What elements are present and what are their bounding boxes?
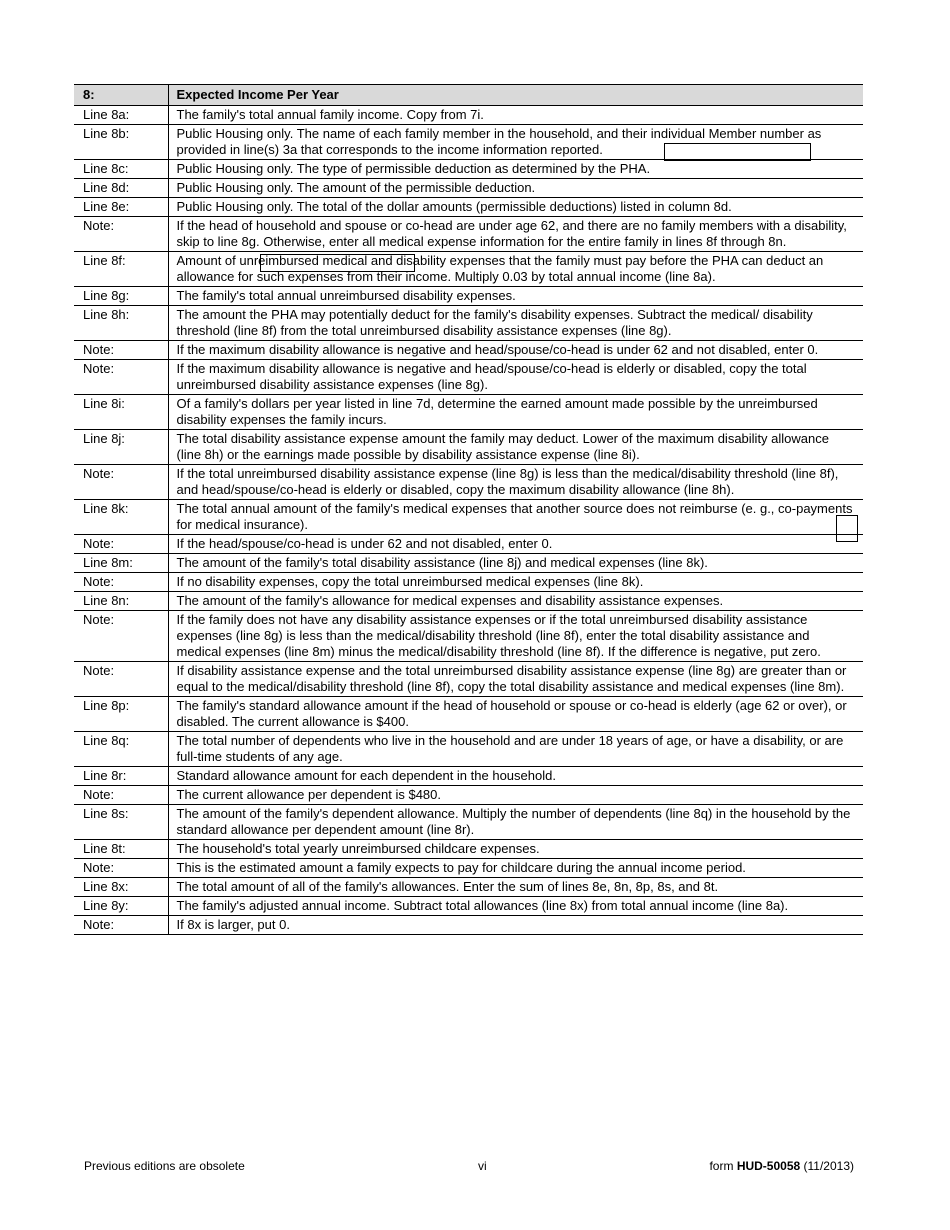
row-description: The total amount of all of the family's allowances. Enter the sum of lines 8e, 8n, 8p, 8s, and 8t. xyxy=(168,878,863,897)
table-row xyxy=(74,360,863,395)
row-label: Line 8f: xyxy=(74,252,168,287)
table-row xyxy=(74,395,863,430)
table-row xyxy=(74,554,863,573)
row-label: Line 8q: xyxy=(74,732,168,767)
table-row xyxy=(74,662,863,697)
row-description: The amount the PHA may potentially deduct for the family's disability expenses. Subtract the medical/ disability threshold (line 8f) from the total unreimbursed disability assistance expenses (line 8g). xyxy=(168,306,863,341)
row-description: If no disability expenses, copy the total unreimbursed medical expenses (line 8k). xyxy=(168,573,863,592)
row-description: If the maximum disability allowance is negative and head/spouse/co-head is elderly or disabled, copy the total unreimbursed disability assistance expenses (line 8g). xyxy=(168,360,863,395)
table-row xyxy=(74,179,863,198)
table-row xyxy=(74,500,863,535)
row-label: Line 8y: xyxy=(74,897,168,916)
table-row xyxy=(74,732,863,767)
table-row xyxy=(74,767,863,786)
table-row xyxy=(74,217,863,252)
table-row xyxy=(74,306,863,341)
row-description: If 8x is larger, put 0. xyxy=(168,916,863,935)
row-label: Line 8h: xyxy=(74,306,168,341)
row-label: Note: xyxy=(74,465,168,500)
row-label: Line 8r: xyxy=(74,767,168,786)
row-description: The current allowance per dependent is $480. xyxy=(168,786,863,805)
table-row xyxy=(74,287,863,306)
instructions-body xyxy=(74,85,863,935)
table-row xyxy=(74,859,863,878)
row-description: The family's total annual unreimbursed disability expenses. xyxy=(168,287,863,306)
row-description: The family's total annual family income. Copy from 7i. xyxy=(168,106,863,125)
row-description: If disability assistance expense and the total unreimbursed disability assistance expense (line 8g) are greater than or equal to the medical/disability threshold (line 8f), copy the total disability assistance and medical expenses (line 8m). xyxy=(168,662,863,697)
table-row xyxy=(74,573,863,592)
row-description: If the family does not have any disability assistance expenses or if the total unreimbursed disability assistance expenses (line 8g) is less than the medical/disability threshold (line 8f), enter the total disability assistance and medical expenses (line 8m) minus the medical/disability threshold (line 8f). If the difference is negative, put zero. xyxy=(168,611,863,662)
footer-form-prefix: form xyxy=(709,1159,737,1173)
table-row xyxy=(74,805,863,840)
table-row xyxy=(74,916,863,935)
table-row xyxy=(74,697,863,732)
row-label: Line 8s: xyxy=(74,805,168,840)
row-description: The household's total yearly unreimbursed childcare expenses. xyxy=(168,840,863,859)
row-label: Note: xyxy=(74,786,168,805)
row-label: Note: xyxy=(74,535,168,554)
row-label: Line 8m: xyxy=(74,554,168,573)
section-header-row xyxy=(74,85,863,106)
footer-page-number: vi xyxy=(478,1159,487,1173)
table-row xyxy=(74,341,863,360)
footer-form-id xyxy=(709,1159,854,1173)
row-label: Line 8p: xyxy=(74,697,168,732)
row-label: Line 8i: xyxy=(74,395,168,430)
row-description: The total number of dependents who live in the household and are under 18 years of age, or have a disability, or are full-time students of any age. xyxy=(168,732,863,767)
row-label: Line 8e: xyxy=(74,198,168,217)
row-description: Of a family's dollars per year listed in line 7d, determine the earned amount made possible by the unreimbursed disability expenses the family incurs. xyxy=(168,395,863,430)
table-row xyxy=(74,897,863,916)
table-row xyxy=(74,840,863,859)
row-description: The family's standard allowance amount if the head of household or spouse or co-head is elderly (age 62 or over), or disabled. The current allowance is $400. xyxy=(168,697,863,732)
row-description: This is the estimated amount a family expects to pay for childcare during the annual income period. xyxy=(168,859,863,878)
row-label: Note: xyxy=(74,859,168,878)
row-label: Note: xyxy=(74,916,168,935)
section-number: 8: xyxy=(74,85,168,106)
threshold-checkbox[interactable] xyxy=(836,515,858,542)
row-label: Line 8b: xyxy=(74,125,168,160)
row-label: Line 8x: xyxy=(74,878,168,897)
row-description: The family's adjusted annual income. Subtract total allowances (line 8x) from total annual income (line 8a). xyxy=(168,897,863,916)
row-description: The amount of the family's allowance for medical expenses and disability assistance expenses. xyxy=(168,592,863,611)
row-label: Line 8j: xyxy=(74,430,168,465)
table-row xyxy=(74,252,863,287)
footer-obsolete-note: Previous editions are obsolete xyxy=(84,1159,245,1173)
skip-instruction-box[interactable] xyxy=(260,254,415,272)
table-row xyxy=(74,592,863,611)
row-label: Line 8n: xyxy=(74,592,168,611)
row-label: Note: xyxy=(74,360,168,395)
member-number-box[interactable] xyxy=(664,143,811,161)
row-label: Note: xyxy=(74,217,168,252)
instructions-table xyxy=(74,84,863,935)
row-description: Public Housing only. The type of permissible deduction as determined by the PHA. xyxy=(168,160,863,179)
row-description: Amount of unreimbursed medical and disability expenses that the family must pay before the PHA can deduct an allowance for such expenses from their income. Multiply 0.03 by total annual income (line 8a). xyxy=(168,252,863,287)
table-row xyxy=(74,106,863,125)
row-label: Note: xyxy=(74,662,168,697)
table-row xyxy=(74,611,863,662)
row-description: If the total unreimbursed disability assistance expense (line 8g) is less than the medical/disability threshold (line 8f), and head/spouse/co-head is elderly or disabled, copy the maximum disability allowance (line 8h). xyxy=(168,465,863,500)
row-description: Standard allowance amount for each dependent in the household. xyxy=(168,767,863,786)
table-row xyxy=(74,430,863,465)
row-label: Line 8t: xyxy=(74,840,168,859)
row-description: If the head/spouse/co-head is under 62 and not disabled, enter 0. xyxy=(168,535,863,554)
row-description: If the head of household and spouse or co-head are under age 62, and there are no family members with a disability, skip to line 8g. Otherwise, enter all medical expense information for the entire family in lines 8f through 8n. xyxy=(168,217,863,252)
table-row xyxy=(74,535,863,554)
table-row xyxy=(74,878,863,897)
row-description: The total annual amount of the family's medical expenses that another source does not reimburse (e. g., co-payments for medical insurance). xyxy=(168,500,863,535)
row-description: The amount of the family's total disability assistance (line 8j) and medical expenses (line 8k). xyxy=(168,554,863,573)
table-row xyxy=(74,198,863,217)
row-description: Public Housing only. The amount of the permissible deduction. xyxy=(168,179,863,198)
row-description: The amount of the family's dependent allowance. Multiply the number of dependents (line 8q) in the household by the standard allowance per dependent amount (line 8r). xyxy=(168,805,863,840)
row-label: Note: xyxy=(74,573,168,592)
table-row xyxy=(74,465,863,500)
row-label: Line 8k: xyxy=(74,500,168,535)
row-label: Line 8g: xyxy=(74,287,168,306)
row-label: Note: xyxy=(74,341,168,360)
row-label: Line 8c: xyxy=(74,160,168,179)
row-description: The total disability assistance expense amount the family may deduct. Lower of the maximum disability allowance (line 8h) or the earnings made possible by disability assistance expense (line 8i). xyxy=(168,430,863,465)
row-description: If the maximum disability allowance is negative and head/spouse/co-head is under 62 and not disabled, enter 0. xyxy=(168,341,863,360)
row-description: Public Housing only. The total of the dollar amounts (permissible deductions) listed in column 8d. xyxy=(168,198,863,217)
section-title: Expected Income Per Year xyxy=(168,85,863,106)
table-row xyxy=(74,160,863,179)
row-label: Note: xyxy=(74,611,168,662)
footer-form-date: (11/2013) xyxy=(800,1159,854,1173)
footer-form-number: HUD-50058 xyxy=(736,1159,801,1173)
row-description: Public Housing only. The name of each family member in the household, and their individual Member number as provided in line(s) 3a that corresponds to the income information reported. xyxy=(168,125,863,160)
row-label: Line 8d: xyxy=(74,179,168,198)
row-label: Line 8a: xyxy=(74,106,168,125)
table-row xyxy=(74,786,863,805)
